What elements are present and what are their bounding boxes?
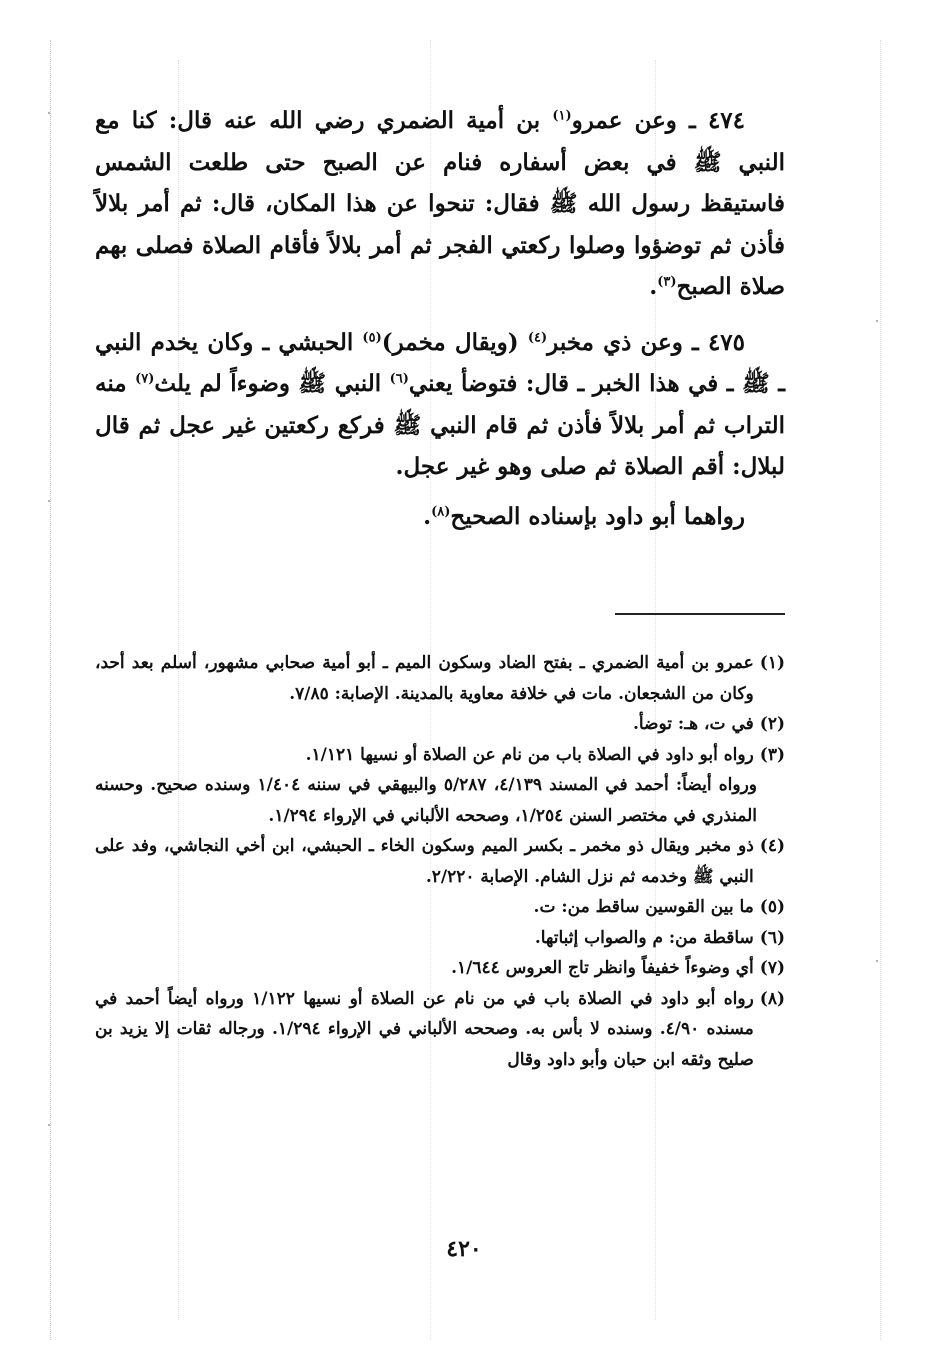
scan-artifact-line bbox=[50, 40, 51, 1340]
footnote-3-continuation: ورواه أيضاً: أحمد في المسند ٤/١٣٩، ٥/٢٨٧ والبيهقي في سننه ١/٤٠٤ وسنده صحيح. وحسنه المنذري في مختصر السنن ١/٢٥٤، وصححه الألباني في الإرواء ١/٢٩٤. bbox=[95, 775, 757, 826]
scan-speck bbox=[876, 960, 878, 962]
footnote-2: (٢) في ت، هـ: توضأ. bbox=[632, 714, 785, 734]
footnote-separator bbox=[615, 613, 785, 615]
hadith-475: ٤٧٥ ـ وعن ذي مخبر$^{(٤)}$ (ويقال مخمر)$^{(٥)}$ الحبشي ـ وكان يخدم النبي ـ ﷺ ـ في هذا الخبر ـ قال: فتوضأ يعني$^{(٦)}$ النبي ﷺ وضوءاً لم يلث$^{(٧)}$ منه التراب ثم أمر بلالاً فأذن ثم قام النبي ﷺ فركع ركعتين غير عجل ثم قال لبلال: أقم الصلاة ثم صلى وهو غير عجل. bbox=[95, 328, 785, 480]
footnote-4: (٤) ذو مخبر ويقال ذو مخمر ـ بكسر الميم وسكون الخاء ـ الحبشي، ابن أخي النجاشي، وفد على النبي ﷺ وخدمه ثم نزل الشام. الإصابة ٢/٢٢٠. bbox=[95, 836, 785, 887]
footnote-6: (٦) ساقطة من: م والصواب إثباتها. bbox=[534, 927, 785, 948]
scan-speck bbox=[48, 500, 50, 502]
footnotes bbox=[95, 648, 785, 1075]
footnote-ref: (٤) bbox=[527, 329, 548, 345]
scan-speck bbox=[48, 1124, 50, 1126]
footnote-ref: (٣) bbox=[657, 274, 677, 290]
hadith-474: ٤٧٤ ـ وعن عمرو$^{(١)}$ بن أمية الضمري رضي الله عنه قال: كنا مع النبي ﷺ في بعض أسفاره فنام عن الصبح حتى طلعت الشمس فاستيقظ رسول الله ﷺ فقال: تنحوا عن هذا المكان، قال: ثم أمر بلالاً فأذن ثم توضؤوا وصلوا ركعتي الفجر ثم أمر بلالاً فأقام الصلاة فصلى بهم صلاة الصبح$^{(٣)}$. bbox=[95, 107, 785, 300]
footnote-8: (٨) رواه أبو داود في الصلاة باب في من نام عن الصلاة أو نسيها ١/١٢٢ ورواه أيضاً أحمد في مسنده ٤/٩٠. وسنده لا بأس به. وصححه الألباني في الإرواء ١/٢٩٤. ورجاله ثقات إلا يزيد بن صليح وثقه ابن حبان وأبو داود وقال bbox=[95, 988, 785, 1070]
footnote-3: (٣) رواه أبو داود في الصلاة باب من نام عن الصلاة أو نسيها ١/١٢١. bbox=[305, 744, 785, 765]
footnote-5: (٥) ما بين القوسين ساقط من: ت. bbox=[533, 897, 785, 917]
scan-artifact-line bbox=[880, 40, 881, 1340]
scan-speck bbox=[48, 112, 50, 114]
footnote-ref: (٧) bbox=[135, 371, 155, 387]
page-number: ٤٢٠ bbox=[446, 1236, 482, 1262]
footnote-ref: (٦) bbox=[389, 371, 409, 387]
footnote-ref: (١) bbox=[552, 108, 572, 124]
main-text bbox=[95, 100, 785, 537]
source-line: رواهما أبو داود بإسناده الصحيح$^{(٨)}$. bbox=[423, 502, 745, 530]
footnote-ref: (٨) bbox=[431, 503, 451, 519]
scan-speck bbox=[876, 320, 878, 322]
footnote-1: (١) عمرو بن أمية الضمري ـ بفتح الضاد وسكون الميم ـ أبو أمية صحابي مشهور، أسلم بعد أحد، وكان من الشجعان. مات في خلافة معاوية بالمدينة. الإصابة: ٧/٨٥. bbox=[95, 653, 785, 704]
footnote-7: (٧) أي وضوءاً خفيفاً وانظر تاج العروس ١/٦٤٤. bbox=[451, 958, 785, 978]
footnote-ref: (٥) bbox=[362, 329, 382, 345]
